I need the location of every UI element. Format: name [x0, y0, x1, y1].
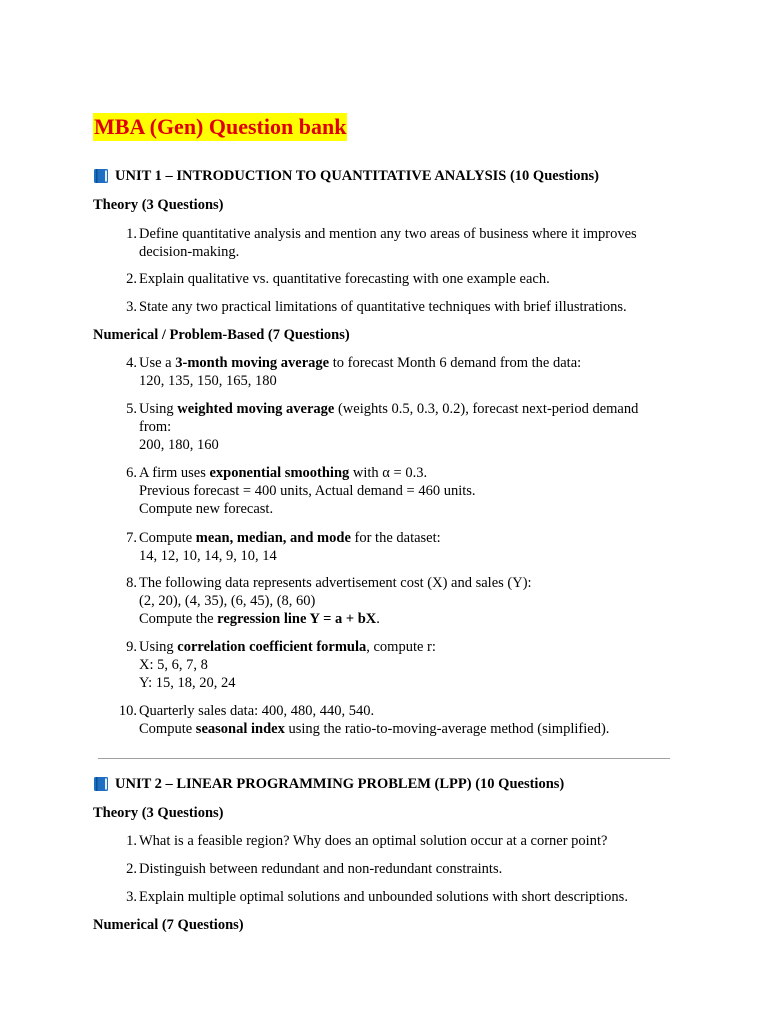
blue-book-icon [93, 776, 109, 792]
question-text: Using [139, 639, 178, 655]
question-number: 2. [126, 861, 137, 877]
question-text: from: [139, 419, 172, 435]
question-data: 120, 135, 150, 165, 180 [139, 373, 277, 389]
question-text: Compute [139, 721, 196, 737]
question-text: Distinguish between redundant and non-redundant constraints. [139, 861, 503, 877]
question-text: Using [139, 401, 178, 417]
question-number: 9. [126, 639, 137, 655]
unit2-numerical-heading: Numerical (7 Questions) [93, 917, 244, 933]
question-keyword: weighted moving average [177, 401, 335, 417]
question-text: Compute the [139, 611, 218, 627]
question-text: The following data represents advertisement cost (X) and sales (Y): [139, 575, 532, 591]
question-keyword: mean, median, and mode [195, 530, 351, 546]
question-text: Explain multiple optimal solutions and unbounded solutions with short descriptions. [139, 889, 628, 905]
question-number: 4. [126, 355, 137, 371]
unit2-heading [93, 774, 564, 794]
question-text: A firm uses [139, 465, 210, 481]
question-text: Define quantitative analysis and mention any two areas of business where it improves [139, 226, 637, 242]
question-keyword: correlation coefficient formula [177, 639, 367, 655]
question-text: Previous forecast = 400 units, Actual demand = 460 units. [139, 483, 476, 499]
question-text: with α = 0.3. [349, 465, 428, 481]
blue-book-icon [93, 168, 109, 184]
question-text: to forecast Month 6 demand from the data: [329, 355, 582, 371]
question-text: Compute new forecast. [139, 501, 274, 517]
unit1-numerical-heading: Numerical / Problem-Based (7 Questions) [93, 327, 350, 343]
question-keyword: regression line Y = a + bX [217, 611, 377, 627]
question-data: X: 5, 6, 7, 8 [139, 657, 208, 673]
question-text: . [376, 611, 380, 627]
question-text: decision-making. [139, 244, 240, 260]
question-text: Explain qualitative vs. quantitative forecasting with one example each. [139, 271, 550, 287]
question-data: (2, 20), (4, 35), (6, 45), (8, 60) [139, 593, 316, 609]
question-text: Use a [139, 355, 176, 371]
unit1-heading [93, 166, 599, 186]
question-text: for the dataset: [350, 530, 441, 546]
question-keyword: seasonal index [195, 721, 285, 737]
unit2-theory-heading: Theory (3 Questions) [93, 805, 224, 821]
question-data: 14, 12, 10, 14, 9, 10, 14 [139, 548, 277, 564]
unit1-theory-heading: Theory (3 Questions) [93, 197, 224, 213]
question-text: What is a feasible region? Why does an optimal solution occur at a corner point? [139, 833, 608, 849]
question-number: 6. [126, 465, 137, 481]
question-number: 1. [126, 833, 137, 849]
question-text: Quarterly sales data: 400, 480, 440, 540. [139, 703, 375, 719]
question-number: 10. [118, 703, 137, 719]
question-text: (weights 0.5, 0.3, 0.2), forecast next-period demand [334, 401, 639, 417]
question-text: using the ratio-to-moving-average method (simplified). [284, 721, 610, 737]
question-number: 1. [126, 226, 137, 242]
question-number: 7. [126, 530, 137, 546]
question-text: , compute r: [366, 639, 436, 655]
unit2-heading-text: UNIT 2 – LINEAR PROGRAMMING PROBLEM (LPP) (10 Questions) [115, 776, 565, 792]
document-title: MBA (Gen) Question bank [94, 114, 347, 139]
question-number: 3. [126, 889, 137, 905]
question-number: 3. [126, 299, 137, 315]
question-data: 200, 180, 160 [139, 437, 219, 453]
section-divider [98, 758, 670, 759]
question-keyword: 3-month moving average [175, 355, 330, 371]
question-keyword: exponential smoothing [209, 465, 350, 481]
question-data: Y: 15, 18, 20, 24 [139, 675, 236, 691]
question-number: 5. [126, 401, 137, 417]
question-number: 2. [126, 271, 137, 287]
question-number: 8. [126, 575, 137, 591]
unit1-heading-text: UNIT 1 – INTRODUCTION TO QUANTITATIVE ANALYSIS (10 Questions) [115, 168, 599, 184]
question-text: State any two practical limitations of quantitative techniques with brief illustrations. [139, 299, 627, 315]
question-text: Compute [139, 530, 196, 546]
